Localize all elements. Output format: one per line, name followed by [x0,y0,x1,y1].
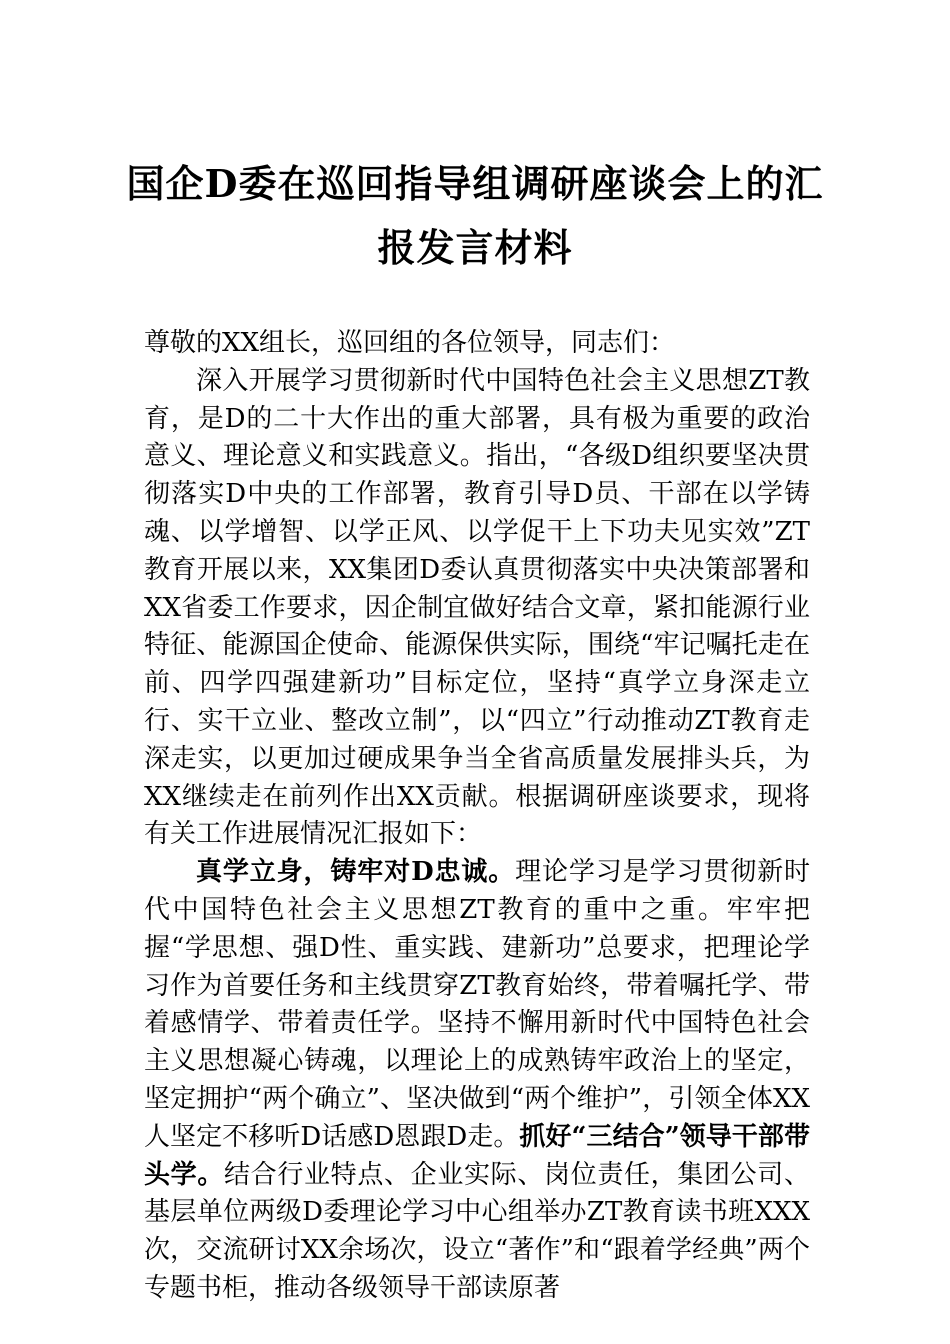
document-title [120,152,830,280]
title-line-2: 报发言材料 [377,225,573,270]
paragraph-section-1 [144,854,810,1308]
title-line-1: 国企D委在巡回指导组调研座谈会上的汇 [126,161,824,206]
document-body [144,325,810,1308]
salutation: 尊敬的XX组长，巡回组的各位领导，同志们： [144,328,676,358]
subsection-heading: 抓好“三结合”领导干部带头学。 [144,1121,810,1190]
paragraph-intro: 深入开展学习贯彻新时代中国特色社会主义思想ZT教育，是D的二十大作出的重大部署，具有极为重要的政治意义、理论意义和实践意义。指出，“各级D组织要坚决贯彻落实D中央的工作部署，教育引导D员、干部在以学铸魂、以学增智、以学正风、以学促干上下功夫见实效”ZT教育开展以来，XX集团D委认真贯彻落实中央决策部署和XX省委工作要求，因企制宜做好结合文章，紧扣能源行业特征、能源国企使命、能源保供实际，围绕“牢记嘱托走在前、四学四强建新功”目标定位，坚持“真学立身深走立行、实干立业、整改立制”，以“四立”行动推动ZT教育走深走实，以更加过硬成果争当全省高质量发展排头兵，为XX继续走在前列作出XX贡献。根据调研座谈要求，现将有关工作进展情况汇报如下： [144,365,810,850]
section-text: 理论学习是学习贯彻新时代中国特色社会主义思想ZT教育的重中之重。牢牢把握“学思想、强D性、重实践、建新功”总要求，把理论学习作为首要任务和主线贯穿ZT教育始终，带着嘱托学、带着感情学、带着责任学。坚持不懈用新时代中国特色社会主义思想凝心铸魂，以理论上的成熟铸牢政治上的坚定，坚定拥护“两个确立”、坚决做到“两个维护”，引领全体XX人坚定不移听D话感D恩跟D走。 [144,857,810,1152]
subsection-text: 结合行业特点、企业实际、岗位责任，集团公司、基层单位两级D委理论学习中心组举办ZT教育读书班XXX次，交流研讨XX余场次，设立“著作”和“跟着学经典”两个专题书柜，推动各级领导干部读原著 [144,1159,810,1303]
section-heading: 真学立身，铸牢对D忠诚。 [196,857,516,888]
